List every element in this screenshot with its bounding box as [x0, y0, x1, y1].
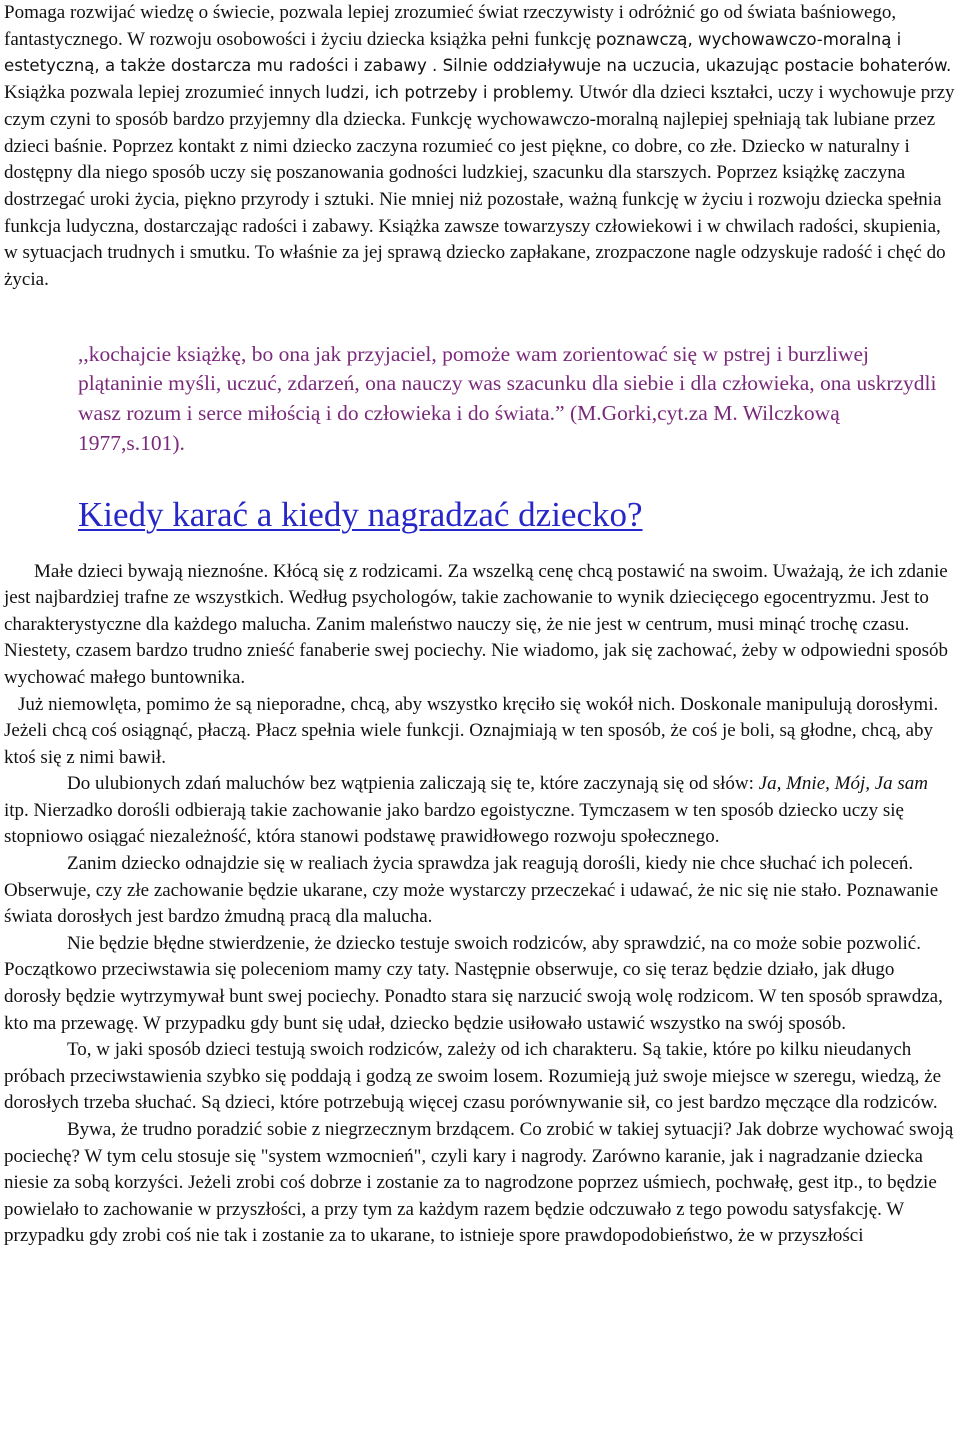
body-paragraph-3-italic: Ja, Mnie, Mój, Ja sam	[758, 773, 929, 795]
article-body	[4, 559, 956, 1250]
body-paragraph-1: Małe dzieci bywają nieznośne. Kłócą się z rodzicami. Za wszelką cenę chcą postawić na swoim. Uważają, że ich zdanie jest najbardziej trafne ze wszystkich. Według psychologów, takie zachowanie to wynik dziecięcego egocentryzmu. Jest to charakterystyczne dla każdego malucha. Zanim maleństwo nauczy się, że nie jest w centrum, musi minąć trochę czasu. Niestety, czasem bardzo trudno znieść fanaberie swej pociechy. Nie wiadomo, jak się zachować, żeby w odpowiedni sposób wychować małego buntownika.	[4, 560, 949, 688]
gorki-quote: ,,kochajcie książkę, bo ona jak przyjaciel, pomoże wam zorientować się w pstrej i burzliwej plątaninie myśli, uczuć, zdarzeń, ona nauczy was szacunku dla siebie i dla człowieka, ona uskrzydli wasz rozum i serce miłością i do człowieka i do świata.” (M.Gorki,cyt.za M. Wilczkową 1977,s.101).	[78, 341, 937, 455]
intro-paragraph	[4, 0, 956, 294]
body-paragraph-3	[4, 771, 956, 851]
body-paragraph-3-text-b: itp. Nierzadko dorośli odbierają takie zachowanie jako bardzo egoistyczne. Tymczasem w ten sposób dziecko uczy się stopniowo osiągać niezależność, która stanowi podstawę prawidłowego rozwoju społecznego.	[4, 799, 904, 848]
section-heading-link[interactable]: Kiedy karać a kiedy nagradzać dziecko?	[78, 494, 643, 534]
body-paragraph-5: Nie będzie błędne stwierdzenie, że dziecko testuje swoich rodziców, aby sprawdzić, na co może sobie pozwolić. Początkowo przeciwstawia się poleceniom mamy czy taty. Następnie obserwuje, co się teraz będzie działo, jak długo dorosły będzie wytrzymywał bunt swej pociechy. Ponadto stara się narzucić swoją wolę rodzicom. W ten sposób sprawdza, kto ma przewagę. W przypadku gdy bunt się udał, dziecko będzie usiłowało ustawić wszystko na swój sposób.	[4, 932, 943, 1034]
intro-text-part-5: Utwór dla dzieci kształci, uczy i wychowuje przy czym czyni to sposób bardzo przyjemny dla dziecka.	[4, 82, 955, 130]
intro-text-part-4: ludzi, ich potrzeby i problemy.	[325, 83, 575, 103]
intro-text-part-7: Poprzez kontakt z nimi dziecko zaczyna rozumieć co jest piękne, co dobre, co złe. Dziecko w naturalny i dostępny dla niego sposób uczy się poszanowania godności ludzkiej, szacunku dla starszych. Poprzez książkę zaczyna dostrzegać uroki życia, piękno przyrody i sztuki. Nie mniej niż pozostałe, ważną funkcję w życiu i rozwoju dziecka spełnia funkcja ludyczna, dostarczając radości i zabawy. Książka zawsze towarzyszy człowiekowi i w chwilach radości, skupienia, w sytuacjach trudnych i smutku. To właśnie za jej sprawą dziecko zapłakane, zrozpaczone nagle odzyskuje radość i chęć do życia.	[4, 135, 946, 291]
intro-text-part-6: Funkcję wychowawczo-moralną najlepiej spełniają tak lubiane przez dzieci baśnie.	[4, 108, 936, 157]
body-paragraph-7: Bywa, że trudno poradzić sobie z niegrzecznym brzdącem. Co zrobić w takiej sytuacji? Jak dobrze wychować swoją pociechę? W tym celu stosuje się "system wzmocnień", czyli kary i nagrody. Zarówno karanie, jak i nagradzanie dziecka niesie za sobą korzyści. Jeżeli zrobi coś dobrze i zostanie za to nagrodzone poprzez uśmiech, pochwałę, gest itp., to będzie powielało to zachowanie w przyszłości, a przy tym za każdym razem będzie odczuwało z tego powodu satysfakcję. W przypadku gdy zrobi coś nie tak i zostanie za to ukarane, to istnieje spore prawdopodobieństwo, że w przyszłości	[4, 1119, 954, 1247]
article-page	[4, 0, 956, 1250]
body-paragraph-2: Już niemowlęta, pomimo że są nieporadne, chcą, aby wszystko kręciło się wokół nich. Doskonale manipulują dorosłymi. Jeżeli chcą coś osiągnąć, płaczą. Płacz spełnia wiele funkcji. Oznajmiają w ten sposób, że coś je boli, są głodne, chcą, aby ktoś się z nimi bawił.	[4, 693, 939, 768]
intro-text-part-1: Pomaga rozwijać wiedzę o świecie, pozwala lepiej zrozumieć świat rzeczywisty i odróżnić go od świata baśniowego, fantastycznego. W rozwoju osobowości i życiu dziecka książka pełni funkcję	[4, 2, 897, 50]
intro-text-part-2: poznawczą, wychowawczo-moralną i estetyczną, a także dostarcza mu radości i zabawy . Silnie oddziaływuje na uczucia, ukazując postacie bohaterów.	[4, 29, 952, 76]
body-paragraph-3-text-a: Do ulubionych zdań maluchów bez wątpienia zaliczają się te, które zaczynają się od słów:	[67, 773, 759, 795]
body-paragraph-6: To, w jaki sposób dzieci testują swoich rodziców, zależy od ich charakteru. Są takie, które po kilku nieudanych próbach przeciwstawienia szybko się poddają i godzą ze swoim losem. Rozumieją już swoje miejsce w szeregu, wiedzą, że dorosłych trzeba słuchać. Są dzieci, które potrzebują więcej czasu porównywanie sił, co jest bardzo męczące dla rodziców.	[4, 1039, 942, 1114]
intro-text-part-3: Książka pozwala lepiej zrozumieć innych	[4, 82, 326, 104]
body-paragraph-4: Zanim dziecko odnajdzie się w realiach życia sprawdza jak reagują dorośli, kiedy nie chce słuchać ich poleceń. Obserwuje, czy złe zachowanie będzie ukarane, czy może wystarczy przeczekać i udawać, że nic się nie stało. Poznawanie świata dorosłych jest bardzo żmudną pracą dla malucha.	[4, 853, 939, 928]
